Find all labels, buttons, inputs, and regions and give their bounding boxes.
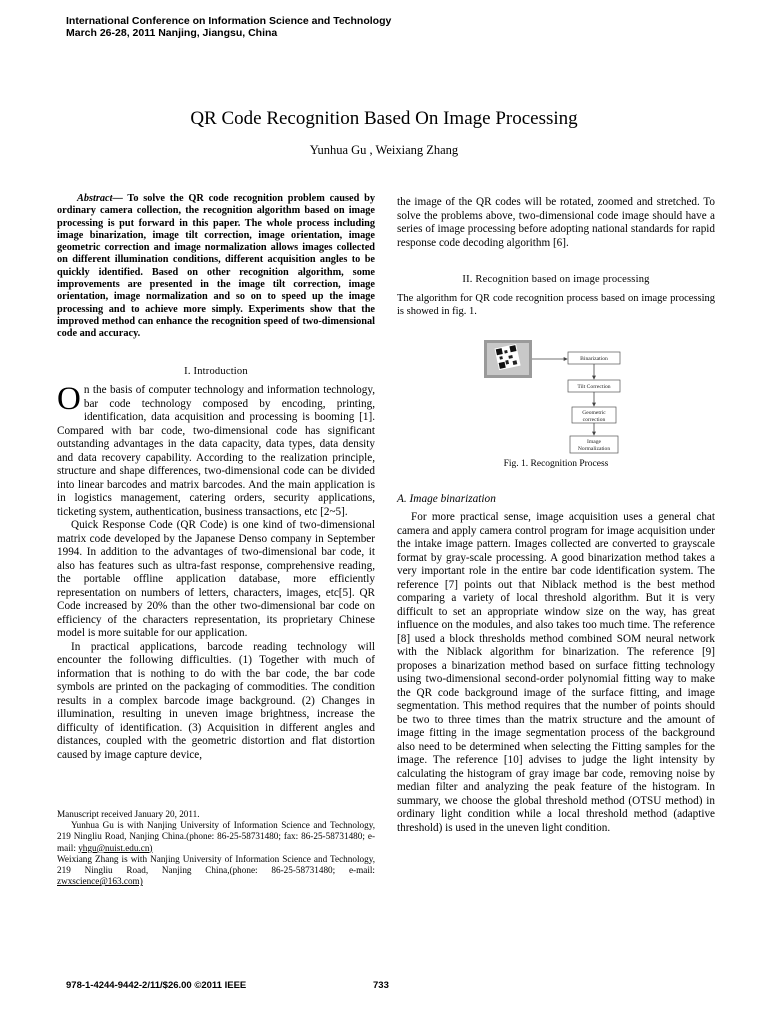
footer-isbn: 978-1-4244-9442-2/11/$26.00 ©2011 IEEE: [66, 980, 247, 991]
section-heading-introduction: I. Introduction: [184, 366, 248, 377]
flow-label-correction: correction: [582, 417, 606, 423]
paper-title: QR Code Recognition Based On Image Processing: [190, 108, 578, 129]
intro-paragraph-1: [57, 381, 375, 519]
conference-header: [66, 15, 391, 39]
intro-paragraph-1-text: n the basis of computer technology and information technology, bar code technology composed by encoding, printing, identification, data acquisition and processing is booming [1]. Compared with bar code, two-dimensional code has significant outstanding advantages in the data capacity, data types, data density and data recovery capability. According to the realization principle, structure and shape differences, two-dimensional code can be divided into linear barcodes and matrix barcodes. And the main application is in logistics management, catering orders, security applications, ticketing system, authentication, business transactions, etc [2~5].: [57, 384, 375, 518]
abstract-text: — To solve the QR code recognition problem caused by ordinary camera collection, the recognition algorithm based on image processing is put forward in this paper. The whole process including image binarization, image tilt correction, image orientation, image geometric correction and image normalization allows images collected on different illumination conditions, different acquisition angles to be quickly identified. Based on other recognition algorithm, some improvements are presented in the image tilt correction, image orientation, image normalization and so on to speed up the image processing and to achieve more simply. Experiments show that the improved method can enhance the recognition speed of two-dimensional code and accuracy.: [57, 193, 375, 340]
flow-label-image: Image: [587, 439, 601, 445]
drop-cap: O: [57, 381, 81, 417]
binarization-paragraph: For more practical sense, image acquisition uses a general chat camera and apply camera control program for image acquisition under the intake image pattern. Images collected are converted to grayscale format by gray-scale processing. A good binarization method takes a very important role in the entire bar code identification system. The reference [7] points out that Niblack method is the best method comparing a variety of local threshold algorithm. But it is very difficult to set an appropriate window size on the way, has great influence on the modules, and also takes too much time. The reference [8] used a block thresholds method combined SOM neural network with the Niblack algorithm for binarization. The reference [9] proposes a binarization method based on surface fitting technology using two-dimensional second-order polynomial fitting way to make the QR code background image of the surface fitting, and image segmentation. This method requires that the number of points should be two to three times than the matrix structure and the amount of image fitting in the image segmentation process of the background also need to be determined when selecting the Fitting samples for the image. The reference [10] advises to judge the light intensity by calculating the histogram of gray image bar code, removing noise by median filter and analyzing the peak feature of the histogram. In summary, we choose the global threshold method (OTSU method) in ordinary light condition while a local threshold method (adaptive threshold) is used in the uneven light condition.: [397, 511, 715, 834]
flow-label-geometric: Geometric: [582, 410, 606, 416]
abstract-lead: Abstract: [77, 193, 113, 204]
section-heading-recognition: II. Recognition based on image processing: [462, 274, 650, 285]
conference-date-location: March 26-28, 2011 Nanjing, Jiangsu, China: [66, 27, 278, 39]
footnote-zhang: [57, 854, 375, 888]
footnote-received: Manuscript received January 20, 2011.: [57, 809, 200, 819]
intro-paragraph-2: Quick Response Code (QR Code) is one kind of two-dimensional matrix code developed by the Japanese Denso company in September 1994. In addition to the advantages of two-dimensional bar code, it also has features such as ultra-fast response, comprehensive reading, the portable offline application database, more efficiently representation on numbers of letters, characters, images, etc[5]. QR Code increased by 20% than the other two-dimensional bar code on efficiency of the characters representation, its proprietary Chinese model is more suitable for our application.: [57, 519, 375, 639]
flow-label-binarization: Binarization: [580, 356, 608, 362]
figure-caption: Fig. 1. Recognition Process: [503, 459, 609, 469]
abstract: [57, 193, 375, 341]
paper-authors: Yunhua Gu , Weixiang Zhang: [309, 143, 459, 157]
subsection-heading-image-binarization: A. Image binarization: [397, 493, 496, 505]
footnote-zhang-email-link[interactable]: zwxscience@163.com): [57, 876, 143, 887]
intro-paragraph-3: In practical applications, barcode reading technology will encounter the following difficulties. (1) Together with much of information that is nothing to do with the bar code, the bar code symbols are printed on the packaging of commodities. The condition results in a complex barcode image background. (2) Changes in illumination, resulting in uneven image brightness, increase the difficulty of identification. (3) Acquisition in different angles and distances, coupled with the geometric distortion and flat distortion caused by image capture device,: [57, 640, 375, 761]
footnote-gu-email-link[interactable]: yhgu@nuist.edu.cn): [78, 842, 153, 853]
right-paragraph-continued: the image of the QR codes will be rotated, zoomed and stretched. To solve the problems above, two-dimensional code image should have a series of image processing before adopting national standards for rapid response code decoding algorithm [6].: [397, 196, 715, 249]
qr-code-photo: [484, 340, 532, 378]
introduction-body: [57, 381, 375, 762]
section2-intro-text: The algorithm for QR code recognition process based on image processing is showed in fig. 1.: [397, 293, 715, 317]
footnote-gu: [57, 820, 375, 854]
conference-name: International Conference on Information Science and Technology: [66, 15, 392, 27]
figure-recognition-process: [484, 336, 644, 456]
flow-label-tilt-correction: Tilt Correction: [577, 384, 611, 390]
footnote-zhang-text: Weixiang Zhang is with Nanjing University of Information Science and Technology, 219 Ningliu Road, Nanjing China,(phone: 86-25-58731480; e-mail:: [57, 853, 375, 876]
author-footnote: [57, 809, 375, 887]
flow-label-normalization: Normalization: [577, 446, 611, 452]
page-number: 733: [373, 980, 389, 991]
footnote-gu-text: Yunhua Gu is with Nanjing University of Information Science and Technology, 219 Ningliu Road, Nanjing China.(phone: 86-25-58731480; fax: 86-25-58731480; e-mail:: [57, 820, 375, 853]
